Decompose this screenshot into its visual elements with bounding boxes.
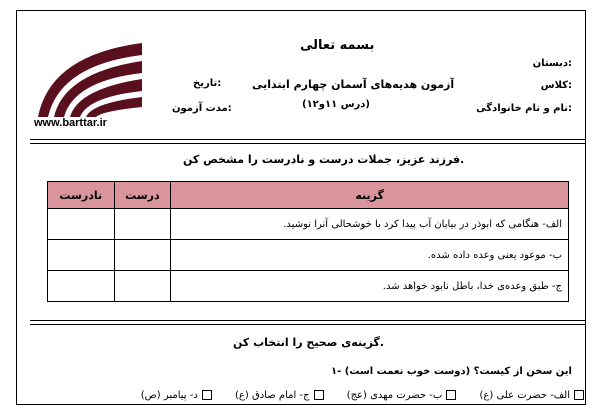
school-label: دبستان: xyxy=(532,58,572,69)
choice-b[interactable]: ب- حضرت مهدی (عج) xyxy=(347,390,457,401)
date-label: تاریخ: xyxy=(193,78,222,89)
class-label: کلاس: xyxy=(540,80,572,91)
divider xyxy=(30,143,585,144)
column-false: نادرست xyxy=(48,182,115,209)
statement-a: الف- هنگامی که ابوذر در بیابان آب پیدا کرد با خوشحالی آنرا نوشید. xyxy=(171,209,569,240)
checkbox-icon[interactable] xyxy=(202,390,212,400)
divider xyxy=(30,139,585,140)
choice-c[interactable]: ج- امام صادق (ع) xyxy=(235,390,324,401)
false-cell[interactable] xyxy=(48,240,115,271)
question-1: ۱- این سخن از کیست؟ (دوست خوب نعمت است) xyxy=(331,366,572,377)
checkbox-icon[interactable] xyxy=(574,390,584,400)
section2-instruction: گزینه‌ی صحیح را انتخاب کن. xyxy=(233,336,384,349)
false-cell[interactable] xyxy=(48,209,115,240)
exam-title: آزمون هدیه‌های آسمان چهارم ابتدایی xyxy=(252,78,455,91)
table-row xyxy=(48,209,569,240)
table-row xyxy=(48,240,569,271)
lesson-numbers: (درس ۱۱و۱۲) xyxy=(302,99,370,110)
false-cell[interactable] xyxy=(48,271,115,302)
table-row xyxy=(48,271,569,302)
logo-icon xyxy=(30,25,150,125)
table-header-row xyxy=(48,182,569,209)
statement-b: ب- موعود یعنی وعده داده شده. xyxy=(171,240,569,271)
duration-label: مدت آزمون: xyxy=(172,103,232,114)
choices-row xyxy=(121,390,584,401)
checkbox-icon[interactable] xyxy=(446,390,456,400)
column-option: گزینه xyxy=(171,182,569,209)
true-cell[interactable] xyxy=(114,209,171,240)
true-cell[interactable] xyxy=(114,271,171,302)
statement-c: ج- طبق وعده‌ی خدا، باطل نابود خواهد شد. xyxy=(171,271,569,302)
checkbox-icon[interactable] xyxy=(314,390,324,400)
name-label: نام و نام خانوادگی: xyxy=(476,103,572,114)
logo-text: www.barttar.ir xyxy=(34,117,107,129)
divider xyxy=(30,320,585,321)
column-true: درست xyxy=(114,182,171,209)
page-title: بسمه تعالی xyxy=(300,38,375,53)
true-cell[interactable] xyxy=(114,240,171,271)
true-false-table xyxy=(47,181,569,302)
divider xyxy=(30,324,585,325)
section1-instruction: فرزند عزیز، جملات درست و نادرست را مشخص کن. xyxy=(183,153,465,166)
choice-a[interactable]: الف- حضرت علی (ع) xyxy=(480,390,585,401)
choice-d[interactable]: د- پیامبر (ص) xyxy=(141,390,212,401)
